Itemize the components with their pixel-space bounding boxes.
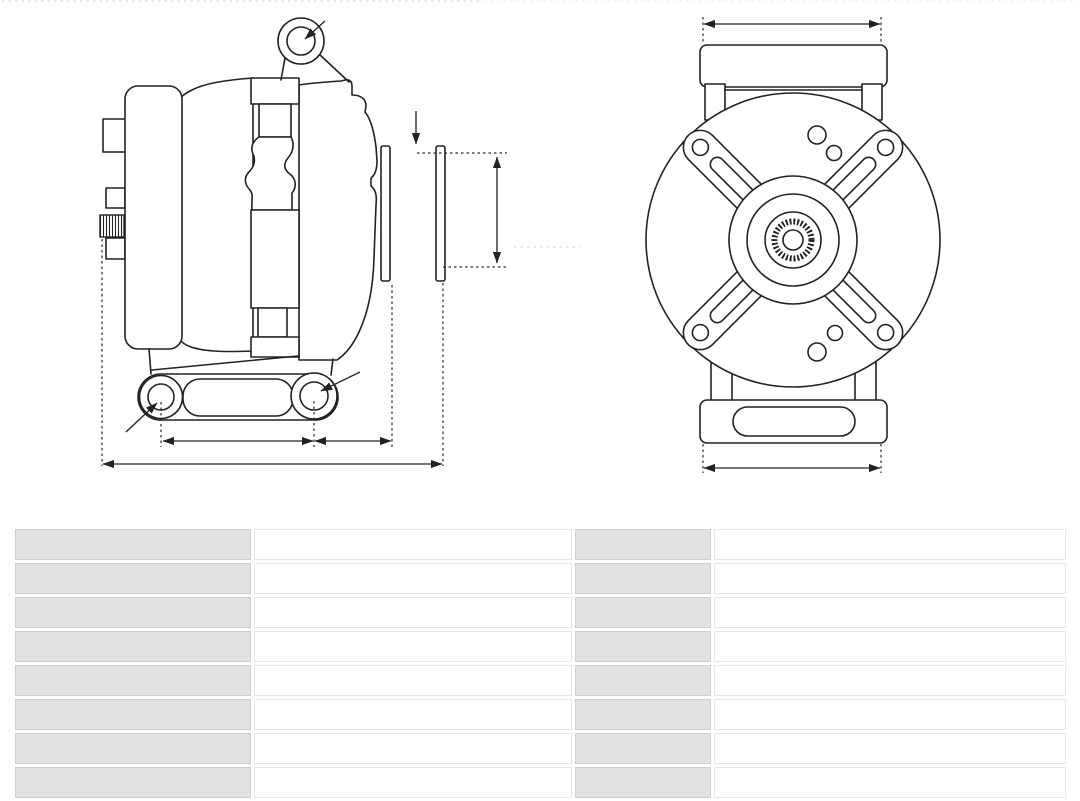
- spec-label-cell: [15, 699, 251, 730]
- spec-value-cell: [254, 733, 572, 764]
- spec-value-cell: [254, 597, 572, 628]
- spec-label-cell: [15, 767, 251, 798]
- spec-value-cell: [714, 699, 1066, 730]
- spec-row: [15, 767, 1066, 798]
- spec-value-cell: [714, 631, 1066, 662]
- spec-row: [15, 665, 1066, 696]
- spec-label-cell: [575, 631, 711, 662]
- side-view-drawing: [100, 18, 507, 466]
- spec-row: [15, 733, 1066, 764]
- spec-row: [15, 699, 1066, 730]
- specs-table: [12, 526, 1069, 801]
- spec-value-cell: [254, 665, 572, 696]
- spec-value-cell: [254, 767, 572, 798]
- spec-value-cell: [714, 767, 1066, 798]
- spec-value-cell: [254, 631, 572, 662]
- part-number-title: [12, 502, 1080, 524]
- spec-label-cell: [575, 665, 711, 696]
- spec-label-cell: [15, 733, 251, 764]
- spec-label-cell: [15, 597, 251, 628]
- front-view-drawing: [646, 17, 940, 473]
- spec-label-cell: [575, 529, 711, 560]
- spec-label-cell: [15, 563, 251, 594]
- shaft-hub: [729, 176, 857, 304]
- rear-cover-outline: [125, 86, 182, 349]
- spec-label-cell: [575, 699, 711, 730]
- spec-value-cell: [714, 733, 1066, 764]
- spec-label-cell: [15, 665, 251, 696]
- spec-label-cell: [575, 767, 711, 798]
- threaded-terminal: [100, 215, 124, 237]
- spec-label-cell: [575, 597, 711, 628]
- spec-value-cell: [714, 665, 1066, 696]
- spec-value-cell: [254, 563, 572, 594]
- top-mounting-ear: [278, 18, 349, 82]
- spec-value-cell: [254, 529, 572, 560]
- rear-stud: [106, 238, 125, 259]
- spec-value-cell: [714, 563, 1066, 594]
- spec-value-cell: [714, 597, 1066, 628]
- spec-value-cell: [254, 699, 572, 730]
- spec-label-cell: [575, 733, 711, 764]
- spec-label-cell: [15, 529, 251, 560]
- rear-stud: [106, 188, 125, 208]
- spec-label-cell: [575, 563, 711, 594]
- spec-row: [15, 597, 1066, 628]
- spec-label-cell: [15, 631, 251, 662]
- front-housing-outline: [299, 80, 377, 360]
- spec-row: [15, 631, 1066, 662]
- spec-value-cell: [714, 529, 1066, 560]
- spec-row: [15, 529, 1066, 560]
- pulley: [381, 146, 445, 281]
- main-body-outline: [173, 78, 253, 352]
- spec-row: [15, 563, 1066, 594]
